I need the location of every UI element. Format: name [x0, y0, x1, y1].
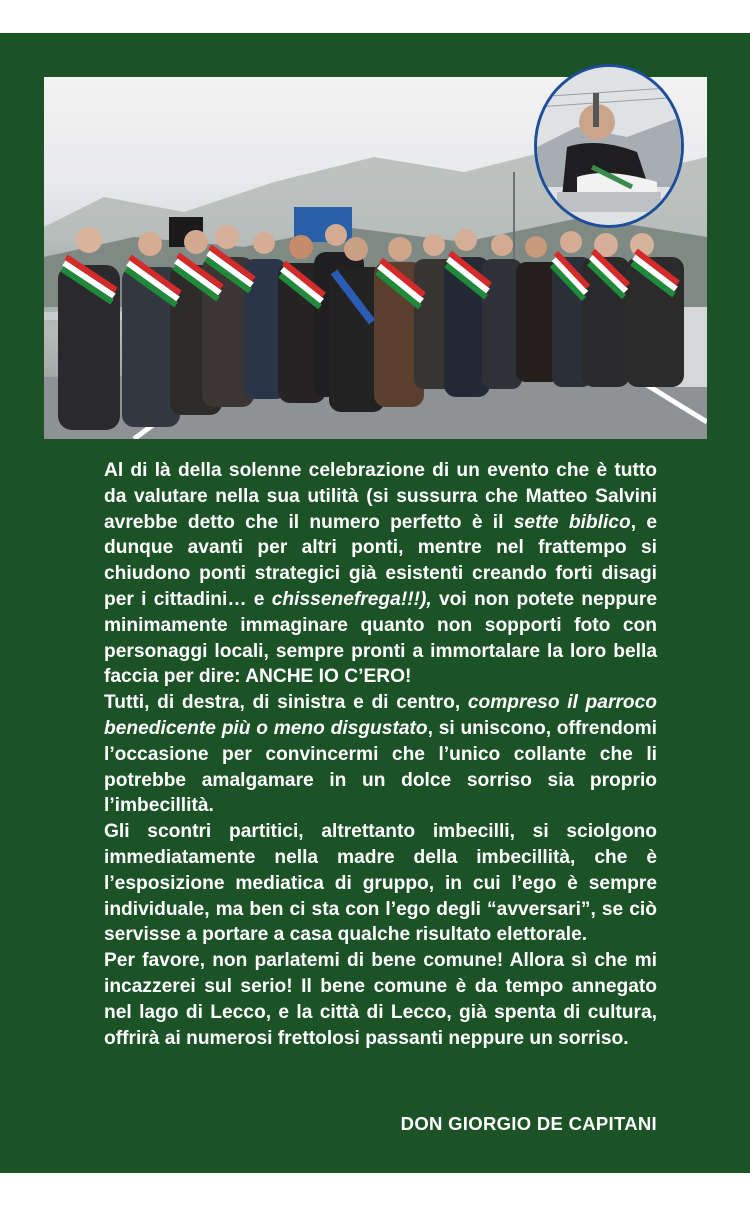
paragraph-2-italic-b: compreso il parroco benedicente più o meno disgustato — [104, 692, 657, 739]
paragraph-3: Gli scontri partitici, altrettanto imbecilli, si sciolgono immediatamente nella madre della imbecillità, che è l’esposizione mediatica di gruppo, in cui l’ego è sempre individuale, ma ben ci sta con l’ego degli “avversari”, se ciò servisse a portare a casa qualche risultato elettorale. — [104, 821, 657, 946]
paragraph-1 — [104, 458, 657, 690]
paragraph-1-text-a: Al di là della solenne celebrazione di un evento che è tutto da valutare nella sua utilità (si sussurra che Matteo Salvini avrebbe detto che il numero perfetto è il — [104, 460, 657, 533]
inset-photo-priest — [534, 64, 684, 228]
paragraph-2-text-a: Tutti, di destra, di sinistra e di centro, — [104, 692, 468, 714]
paragraph-1-text-c: , e dunque avanti per altri ponti, mentre nel frattempo si chiudono ponti strategici già esistenti creando forti disagi per i cittadini… e — [104, 511, 658, 610]
paragraph-1-italic-b: sette biblico — [513, 511, 631, 533]
paragraph-1-italic-d: chissenefrega!!!), — [271, 588, 432, 610]
paragraph-4: Per favore, non parlatemi di bene comune! Allora sì che mi incazzerei sul serio! Il bene comune è da tempo annegato nel lago di Lecco, e la città di Lecco, già spenta di cultura, offrirà ai numerosi frettolosi passanti neppure un sorriso. — [104, 950, 657, 1049]
article-body — [104, 458, 657, 1051]
paragraph-2 — [104, 690, 657, 819]
paragraph-1-text-e: voi non potete neppure minimamente immaginare quanto non sopporti foto con personaggi locali, sempre pronti a immortalare la loro bella faccia per dire: ANCHE IO C’ERO! — [104, 588, 657, 688]
paragraph-2-text-c: , si uniscono, offrendomi l’occasione per convincermi che l’unico collante che li potrebbe amalgamare in un dolce sorriso sia proprio l’imbecillità. — [104, 717, 658, 817]
author-signature: DON GIORGIO DE CAPITANI — [400, 1113, 657, 1134]
